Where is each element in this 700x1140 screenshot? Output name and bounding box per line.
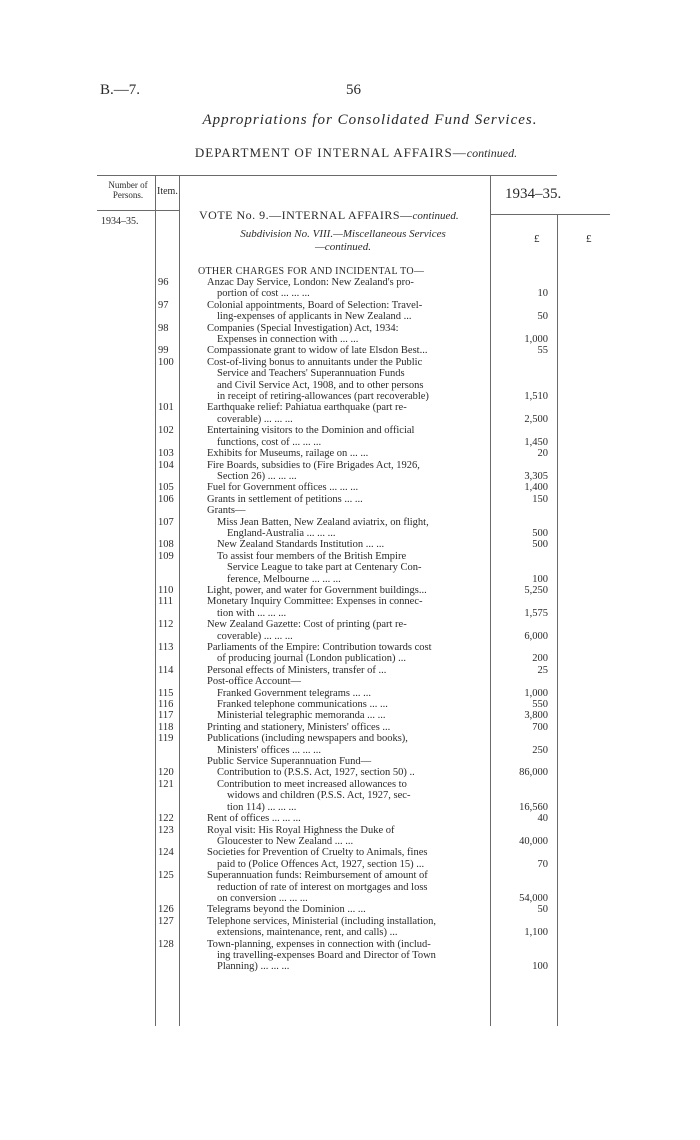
item-amount: 700 [532,721,548,733]
description-line: Companies (Special Investigation) Act, 1934: [207,322,399,334]
item-number: 96 [158,277,169,288]
item-number: 111 [158,596,173,608]
item-description [207,482,488,493]
description-line: Cost-of-living bonus to annuitants under the Public [207,356,423,368]
item-description [207,619,488,642]
item-amount: 70 [537,858,548,870]
description-line: Ministerial telegraphic memoranda ... ... [217,710,386,722]
description-line: Miss Jean Batten, New Zealand aviatrix, on flight, [217,516,429,528]
item-description [207,357,488,403]
description-line: Royal visit: His Royal Highness the Duke of [207,824,395,836]
persons-header-rule [97,210,179,211]
year-header-rule [490,214,610,215]
item-number: 124 [158,847,174,859]
item-amount: 1,575 [524,607,548,619]
item-amount: 1,000 [524,334,548,346]
description-line: Service and Teachers' Superannuation Funds [217,368,405,380]
item-amount: 1,400 [524,482,548,494]
table-row [0,767,700,778]
description-line: Personal effects of Ministers, transfer of ... [207,664,387,676]
item-amount: 50 [537,311,548,323]
table-row [0,665,700,676]
item-number: 109 [158,550,174,562]
pound-sign-left: £ [534,233,540,245]
description-line: coverable) ... ... ... [217,630,293,642]
description-line: Anzac Day Service, London: New Zealand's pro- [207,277,414,288]
table-row [0,722,700,733]
department-heading [0,145,700,161]
pound-sign-right: £ [586,233,592,245]
item-number: 110 [158,584,174,596]
item-description [207,345,488,356]
table-row [0,425,700,448]
table-row [0,825,700,848]
description-line: paid to (Police Offences Act, 1927, section 15) ... [217,858,425,870]
item-number: 119 [158,733,174,745]
page-number: 56 [346,82,361,98]
vote-title-text: VOTE No. 9.—INTERNAL AFFAIRS— [199,208,413,222]
description-line: in receipt of retiring-allowances (part recoverable) [217,391,429,403]
description-line: ling-expenses of applicants in New Zealand ... [217,311,412,323]
persons-year-label: 1934–35. [101,216,139,227]
item-description [207,596,488,619]
item-description [207,448,488,459]
item-description [207,699,488,710]
description-line: Planning) ... ... ... [217,961,290,973]
description-line: of producing journal (London publication) ... [217,653,406,665]
table-row [0,904,700,915]
table-row [0,460,700,483]
description-line: Exhibits for Museums, railage on ... ... [207,448,369,460]
item-number: 115 [158,687,174,699]
description-line: Franked Government telegrams ... ... [217,687,371,699]
table-row [0,756,700,767]
table-row [0,813,700,824]
description-line: tion with ... ... ... [217,607,287,619]
description-line: tion 114) ... ... ... [227,801,297,813]
item-description [207,300,488,323]
item-description [207,494,488,505]
description-line: Expenses in connection with ... ... [217,334,359,346]
item-number: 120 [158,767,174,779]
item-number: 98 [158,322,169,334]
table-row [0,300,700,323]
item-description [207,517,488,540]
description-line: Printing and stationery, Ministers' offices ... [207,721,391,733]
item-description [207,825,488,848]
table-row [0,517,700,540]
item-description [207,767,488,778]
item-amount: 100 [532,573,548,585]
item-description [207,676,488,687]
item-amount: 500 [532,527,548,539]
item-amount: 2,500 [524,413,548,425]
table-row [0,402,700,425]
description-line: Public Service Superannuation Fund— [207,756,372,768]
item-number: 125 [158,870,174,882]
item-description [207,847,488,870]
item-number: 103 [158,448,174,460]
description-line: Compassionate grant to widow of late Elsdon Best... [207,345,428,357]
table-row [0,596,700,619]
description-line: Ministers' offices ... ... ... [217,744,322,756]
item-number: 114 [158,664,174,676]
table-row [0,870,700,904]
page-reference: B.—7. [100,82,141,98]
item-amount: 250 [532,744,548,756]
description-line: widows and children (P.S.S. Act, 1927, sec- [227,790,411,802]
table-row [0,699,700,710]
table-row [0,585,700,596]
item-number: 99 [158,345,169,357]
item-amount: 40,000 [519,835,548,847]
item-description [207,551,488,585]
description-line: Parliaments of the Empire: Contribution towards cost [207,642,432,653]
item-number: 113 [158,642,174,653]
item-amount: 1,100 [524,927,548,939]
description-line: Fire Boards, subsidies to (Fire Brigades Act, 1926, [207,459,420,471]
item-amount: 6,000 [524,630,548,642]
table-row [0,448,700,459]
item-number: 112 [158,619,174,631]
table-row [0,619,700,642]
item-amount: 1,000 [524,687,548,699]
table-row [0,357,700,403]
item-amount: 16,560 [519,801,548,813]
item-amount: 100 [532,961,548,973]
description-line: Societies for Prevention of Cruelty to Animals, fines [207,847,428,859]
description-line: extensions, maintenance, rent, and calls) ... [217,927,398,939]
description-line: New Zealand Standards Institution ... ... [217,539,385,551]
description-line: Rent of offices ... ... ... [207,813,301,825]
table-row [0,688,700,699]
table-top-rule [97,175,557,176]
vote-title-continued: continued. [412,210,459,222]
item-amount: 1,510 [524,391,548,403]
table-row [0,482,700,493]
item-description [207,813,488,824]
item-description [207,939,488,973]
table-row [0,505,700,516]
description-line: Monetary Inquiry Committee: Expenses in connec- [207,596,423,608]
description-line: ference, Melbourne ... ... ... [227,573,341,585]
item-amount: 10 [537,288,548,300]
description-line: Franked telephone communications ... ... [217,699,388,711]
description-line: on conversion ... ... ... [217,892,308,904]
item-description [207,916,488,939]
subdivision-heading [199,228,487,254]
description-line: Post-office Account— [207,676,301,688]
persons-column-header: Number of Persons. [108,180,148,200]
item-amount: 3,305 [524,470,548,482]
table-row [0,676,700,687]
page-title: Appropriations for Consolidated Fund Services. [202,112,538,128]
description-line: Earthquake relief: Pahiatua earthquake (part re- [207,402,407,414]
item-number: 122 [158,813,174,825]
item-description [207,505,488,516]
description-line: Grants in settlement of petitions ... ... [207,493,363,505]
description-line: Town-planning, expenses in connection with (includ- [207,938,431,950]
item-number: 118 [158,721,174,733]
table-row [0,539,700,550]
item-description [207,425,488,448]
description-line: To assist four members of the British Empire [217,550,407,562]
table-row [0,733,700,756]
item-number: 102 [158,425,174,437]
department-name: DEPARTMENT OF INTERNAL AFFAIRS— [194,145,467,160]
table-row [0,939,700,973]
description-line: Fuel for Government offices ... ... ... [207,482,359,494]
item-description [207,402,488,425]
description-line: and Civil Service Act, 1908, and to other persons [217,379,424,391]
description-line: portion of cost ... ... ... [217,288,310,300]
item-description [207,710,488,721]
item-amount: 200 [532,653,548,665]
description-line: Colonial appointments, Board of Selection: Travel- [207,299,423,311]
description-line: Superannuation funds: Reimbursement of amount of [207,870,428,882]
description-line: Telephone services, Ministerial (including installation, [207,915,437,927]
subdivision-line-1: Subdivision No. VIII.—Miscellaneous Services [240,228,446,240]
item-amount: 40 [537,813,548,825]
description-line: England-Australia ... ... ... [227,527,336,539]
description-line: functions, cost of ... ... ... [217,436,322,448]
table-row [0,710,700,721]
table-row [0,277,700,300]
item-column-header: Item. [157,186,178,197]
department-continued: continued. [466,146,518,160]
table-row [0,494,700,505]
item-amount: 500 [532,539,548,551]
description-line: ing travelling-expenses Board and Director of Town [217,949,436,961]
item-number: 123 [158,824,174,836]
table-row [0,779,700,813]
item-number: 101 [158,402,174,414]
item-description [207,779,488,813]
item-amount: 54,000 [519,892,548,904]
year-column-header: 1934–35. [505,186,562,202]
item-number: 105 [158,482,174,494]
description-line: coverable) ... ... ... [217,413,293,425]
charges-heading: OTHER CHARGES FOR AND INCIDENTAL TO— [198,266,425,277]
subdivision-line-2: —continued. [315,241,371,253]
item-description [207,756,488,767]
description-line: Gloucester to New Zealand ... ... [217,835,354,847]
item-amount: 150 [532,493,548,505]
table-row [0,345,700,356]
table-row [0,323,700,346]
item-description [207,277,488,300]
item-description [207,722,488,733]
item-number: 128 [158,938,174,950]
item-description [207,665,488,676]
item-description [207,539,488,550]
item-amount: 5,250 [524,584,548,596]
item-description [207,688,488,699]
item-number: 106 [158,493,174,505]
item-description [207,323,488,346]
description-line: Contribution to meet increased allowances to [217,778,407,790]
item-amount: 1,450 [524,436,548,448]
item-number: 116 [158,699,174,711]
item-description [207,642,488,665]
vote-title [199,208,459,223]
table-row [0,916,700,939]
item-amount: 86,000 [519,767,548,779]
description-line: Grants— [207,505,246,517]
description-line: Telegrams beyond the Dominion ... ... [207,904,366,916]
appropriation-rows [0,277,700,973]
table-row [0,847,700,870]
item-number: 107 [158,516,174,528]
item-number: 127 [158,915,174,927]
description-line: New Zealand Gazette: Cost of printing (part re- [207,619,407,631]
description-line: reduction of rate of interest on mortgages and loss [217,881,428,893]
item-number: 108 [158,539,174,551]
item-description [207,460,488,483]
item-amount: 55 [537,345,548,357]
description-line: Light, power, and water for Government buildings... [207,584,427,596]
description-line: Service League to take part at Centenary Con- [227,562,422,574]
item-amount: 3,800 [524,710,548,722]
item-description [207,904,488,915]
item-description [207,733,488,756]
item-amount: 550 [532,699,548,711]
item-amount: 20 [537,448,548,460]
item-number: 104 [158,459,174,471]
item-number: 117 [158,710,174,722]
table-row [0,551,700,585]
item-number: 100 [158,356,174,368]
item-amount: 25 [537,664,548,676]
item-number: 97 [158,299,169,311]
item-amount: 50 [537,904,548,916]
description-line: Publications (including newspapers and books), [207,733,408,745]
description-line: Contribution to (P.S.S. Act, 1927, section 50) .. [217,767,415,779]
item-number: 126 [158,904,174,916]
description-line: Section 26) ... ... ... [217,470,297,482]
item-number: 121 [158,778,174,790]
item-description [207,585,488,596]
description-line: Entertaining visitors to the Dominion and official [207,425,415,437]
item-description [207,870,488,904]
table-row [0,642,700,665]
